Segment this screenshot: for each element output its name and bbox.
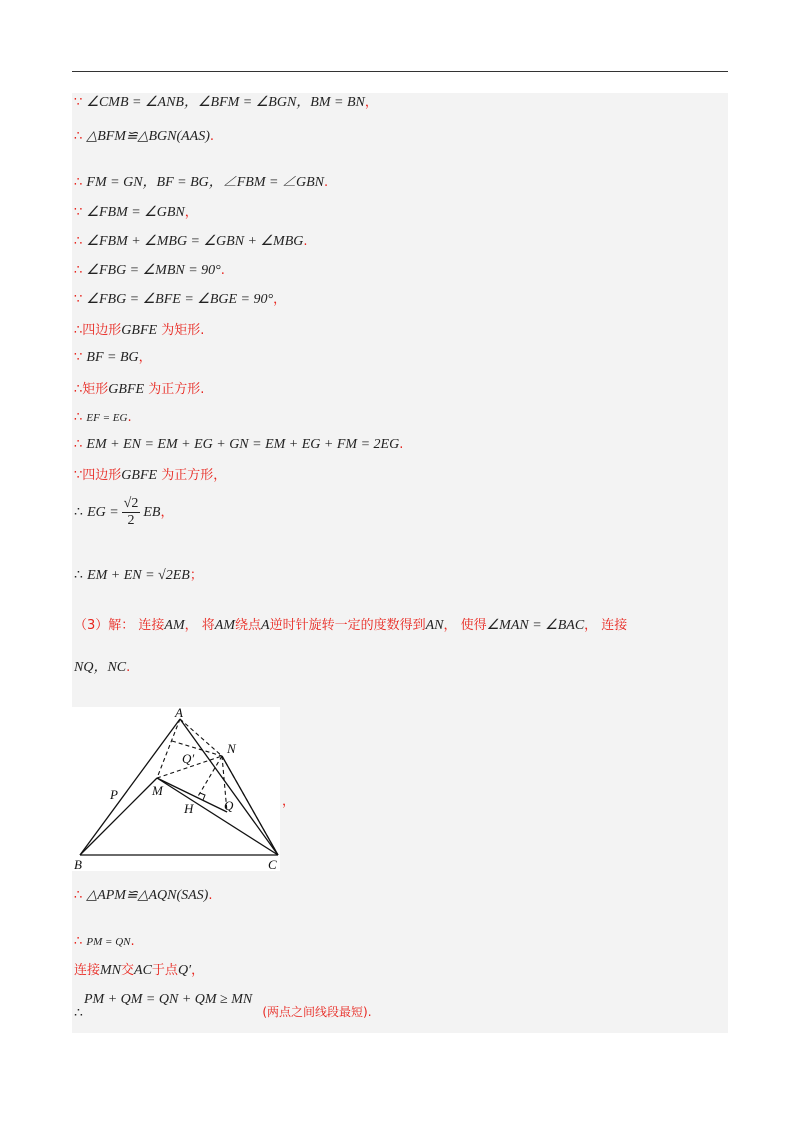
label-P: P [110,787,118,802]
step-line-4: ∵ ∠FBM = ∠GBN， [74,205,198,220]
label-Qprime: Q′ [182,751,195,766]
segment-AC [180,719,278,855]
step-line-3: ∴ FM = GN，BF = BG，∠FBM = ∠GBN. [74,175,329,190]
step-line-9: ∵ BF = BG， [74,350,152,365]
label-Q: Q [224,798,234,813]
part3-line: （3）解： 连接AM， 将AM绕点A逆时针旋转一定的度数得到AN， 使得∠MAN = ∠BAC， 连接 [74,618,628,633]
step-line-8: ∴四边形GBFE 为矩形. [74,323,205,338]
header-rule [72,71,728,72]
figure-trailing-comma: ， [282,794,296,809]
segment-MC [157,778,278,855]
step-line-12: ∴ EM + EN = EM + EG + GN = EM + EG + FM = 2EG. [74,437,404,452]
step-connect-mn: 连接MN交AC于点Q′， [74,963,205,978]
label-B: B [74,857,82,871]
segment-AB [80,719,180,855]
step-final: PM + QM = QN + QM ≥ MN (两点之间线段最短). ∴ [74,992,372,1021]
step-line-7: ∵ ∠FBG = ∠BFE = ∠BGE = 90°， [74,292,287,307]
solution-panel [72,93,728,1033]
label-C: C [268,857,277,871]
geometry-figure [72,707,280,871]
step-line-13: ∵四边形GBFE 为正方形， [74,468,227,483]
step-line-2: ∴ △BFM≌△BGN(AAS). [74,129,215,144]
step-line-1: ∵ ∠CMB = ∠ANB，∠BFM = ∠BGN，BM = BN， [74,95,378,110]
label-H: H [184,801,194,816]
step-line-10: ∴矩形GBFE 为正方形. [74,382,205,397]
segment-BM [80,778,157,855]
step-pm-qn: ∴ PM = QN. [74,934,135,949]
step-line-11: ∴ EF = EG. [74,410,132,425]
step-line-5: ∴ ∠FBM + ∠MBG = ∠GBN + ∠MBG. [74,234,308,249]
part3-line-cont: NQ，NC. [74,660,131,675]
label-A: A [175,707,183,720]
fraction-line: ∴ EG = $\frac{√2}{2}$ EB， [74,496,174,528]
label-M: M [152,783,163,798]
label-N: N [227,741,236,756]
sqrt-line: ∴ EM + EN = √2EB； [74,568,203,583]
step-line-6: ∴ ∠FBG = ∠MBN = 90°. [74,263,225,278]
triangle-diagram [72,707,280,871]
step-congruent-sas: ∴ △APM≌△AQN(SAS). [74,888,213,903]
fraction: $\frac{√2}{2}$ [123,496,139,528]
segment-AM [157,719,180,778]
segment-NH [197,756,222,798]
